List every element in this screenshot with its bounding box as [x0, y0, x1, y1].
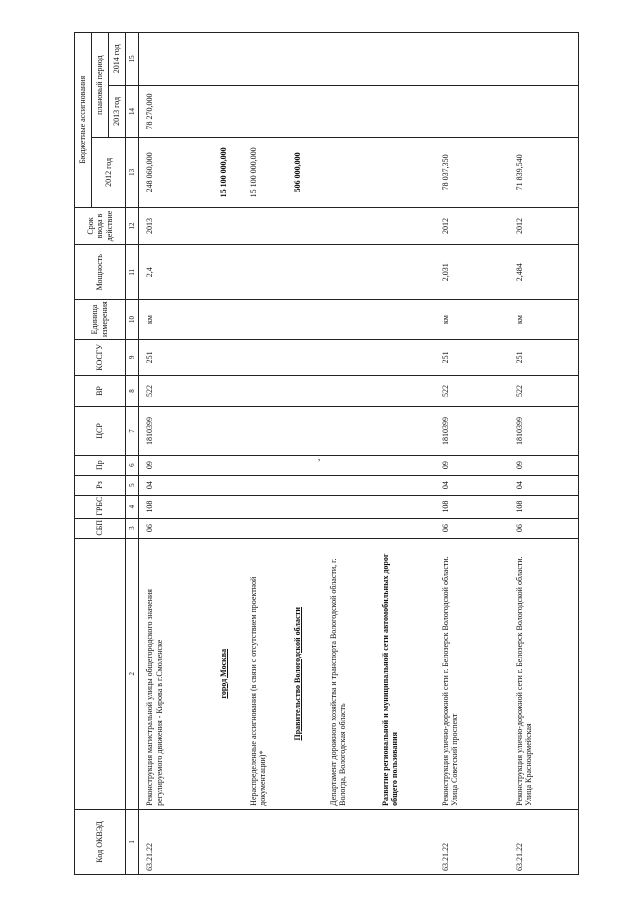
cell-sbp	[323, 518, 375, 538]
cell-csr	[243, 407, 287, 455]
cell-grbs: 108	[509, 495, 579, 518]
cell-pr: 09	[139, 455, 213, 475]
cell-term: 2013	[139, 207, 213, 245]
col-num: 7	[126, 407, 139, 455]
header-2014: 2014 год	[109, 33, 126, 86]
cell-name: Реконструкция улично-дорожной сети г. Белозерск Вологодской области. Улица Красноармейская	[509, 538, 579, 809]
cell-name: Правительство Вологодской области	[287, 538, 323, 809]
cell-unit	[213, 300, 243, 340]
cell-y2013: 78 270,000	[139, 85, 213, 138]
cell-vr	[323, 375, 375, 407]
col-num: 12	[126, 207, 139, 245]
header-2013: 2013 год	[109, 85, 126, 138]
cell-vr: 522	[435, 375, 509, 407]
header-term: Срок ввода в действие	[75, 207, 126, 245]
cell-rz	[323, 475, 375, 495]
cell-csr: 1810399	[435, 407, 509, 455]
cell-name: Реконструкция улично-дорожной сети г. Белозерск Вологодской области. Улица Советский проспект	[435, 538, 509, 809]
table-row	[323, 33, 375, 875]
cell-unit: км	[435, 300, 509, 340]
table-row	[213, 33, 243, 875]
col-num: 10	[126, 300, 139, 340]
header-vr: ВР	[75, 375, 126, 407]
cell-y2014	[509, 33, 579, 86]
cell-name: Реконструкция магистральной улицы общегородского значения регулируемого движения - Кирова в г.Смоленске	[139, 538, 213, 809]
cell-rz	[375, 475, 435, 495]
cell-grbs	[323, 495, 375, 518]
column-numbers-row	[126, 33, 139, 875]
cell-cap	[323, 245, 375, 300]
cell-kod: 63.21.22	[139, 809, 213, 874]
cell-kosgu: 251	[509, 340, 579, 376]
header-csr: ЦСР	[75, 407, 126, 455]
cell-sbp: 06	[139, 518, 213, 538]
cell-kosgu	[243, 340, 287, 376]
document-sheet	[74, 32, 586, 875]
cell-y2013	[435, 85, 509, 138]
cell-y2012: 15 100 000,000	[243, 138, 287, 207]
cell-name: город Москва	[213, 538, 243, 809]
cell-term: 2012	[509, 207, 579, 245]
cell-term	[213, 207, 243, 245]
header-sbp: СБП	[75, 518, 126, 538]
cell-name: Развитие региональной и муниципальной сети автомобильных дорог общего пользования	[375, 538, 435, 809]
cell-y2012: 248 060,000	[139, 138, 213, 207]
cell-y2013	[323, 85, 375, 138]
cell-y2013	[213, 85, 243, 138]
cell-vr	[375, 375, 435, 407]
col-num: 14	[126, 85, 139, 138]
cell-sbp: 06	[435, 518, 509, 538]
cell-csr	[323, 407, 375, 455]
header-name	[75, 538, 126, 809]
cell-y2012: 71 839,540	[509, 138, 579, 207]
cell-grbs	[243, 495, 287, 518]
cell-kosgu: 251	[139, 340, 213, 376]
cell-cap	[213, 245, 243, 300]
cell-vr	[213, 375, 243, 407]
col-num: 9	[126, 340, 139, 376]
col-num: 4	[126, 495, 139, 518]
col-num: 15	[126, 33, 139, 86]
cell-pr	[323, 455, 375, 475]
header-grbs: ГРБС	[75, 495, 126, 518]
cell-term: 2012	[435, 207, 509, 245]
header-kod: Код ОКВЭД	[75, 809, 126, 874]
cell-kod: 63.21.22	[509, 809, 579, 874]
table-row	[509, 33, 579, 875]
table-row	[139, 33, 213, 875]
cell-rz: 04	[435, 475, 509, 495]
col-num: 6	[126, 455, 139, 475]
cell-kosgu: 251	[435, 340, 509, 376]
col-num: 2	[126, 538, 139, 809]
cell-pr: 09	[435, 455, 509, 475]
cell-pr	[375, 455, 435, 475]
cell-vr	[287, 375, 323, 407]
header-unit: Единица измерения	[75, 300, 126, 340]
cell-kod	[243, 809, 287, 874]
cell-csr	[375, 407, 435, 455]
cell-unit: км	[509, 300, 579, 340]
cell-vr	[243, 375, 287, 407]
cell-y2012	[375, 138, 435, 207]
cell-grbs	[375, 495, 435, 518]
cell-y2012: 78 037,350	[435, 138, 509, 207]
cell-csr: 1810399	[509, 407, 579, 455]
cell-kosgu	[213, 340, 243, 376]
cell-y2014	[287, 33, 323, 86]
header-pr: Пр	[75, 455, 126, 475]
cell-kod	[287, 809, 323, 874]
header-budget: Бюджетные ассигнования	[75, 33, 92, 208]
cell-term	[375, 207, 435, 245]
cell-kod: 63.21.22	[435, 809, 509, 874]
cell-y2013	[509, 85, 579, 138]
cell-cap	[287, 245, 323, 300]
cell-term	[323, 207, 375, 245]
cell-rz: 04	[509, 475, 579, 495]
cell-y2013	[287, 85, 323, 138]
cell-grbs: 108	[139, 495, 213, 518]
cell-unit: км	[139, 300, 213, 340]
table-row	[375, 33, 435, 875]
cell-sbp	[287, 518, 323, 538]
cell-name: Нераспределенные ассигнования (в связи с отсутствием проектной документации)*	[243, 538, 287, 809]
cell-y2013	[375, 85, 435, 138]
cell-y2014	[243, 33, 287, 86]
cell-kod	[375, 809, 435, 874]
cell-unit	[287, 300, 323, 340]
cell-term	[287, 207, 323, 245]
cell-unit	[323, 300, 375, 340]
cell-grbs: 108	[435, 495, 509, 518]
cell-y2014	[435, 33, 509, 86]
cell-cap	[375, 245, 435, 300]
cell-grbs	[287, 495, 323, 518]
cell-pr: 09	[509, 455, 579, 475]
cell-grbs	[213, 495, 243, 518]
cell-kod	[323, 809, 375, 874]
cell-y2014	[139, 33, 213, 86]
cell-csr	[287, 407, 323, 455]
col-num: 8	[126, 375, 139, 407]
header-rz: Рз	[75, 475, 126, 495]
cell-csr	[213, 407, 243, 455]
cell-cap: 2,484	[509, 245, 579, 300]
cell-y2012: 15 100 000,000	[213, 138, 243, 207]
cell-sbp: 06	[509, 518, 579, 538]
cell-vr: 522	[509, 375, 579, 407]
cell-sbp	[375, 518, 435, 538]
cell-kosgu	[323, 340, 375, 376]
cell-cap: 2,4	[139, 245, 213, 300]
col-num: 13	[126, 138, 139, 207]
cell-y2012	[323, 138, 375, 207]
cell-cap	[243, 245, 287, 300]
cell-term	[243, 207, 287, 245]
cell-pr	[213, 455, 243, 475]
col-num: 1	[126, 809, 139, 874]
cell-sbp	[243, 518, 287, 538]
cell-kosgu	[375, 340, 435, 376]
cell-y2014	[213, 33, 243, 86]
table-row	[243, 33, 287, 875]
cell-pr	[243, 455, 287, 475]
cell-kosgu	[287, 340, 323, 376]
header-2012: 2012 год	[92, 138, 126, 207]
cell-kod	[213, 809, 243, 874]
cell-rz: 04	[139, 475, 213, 495]
col-num: 5	[126, 475, 139, 495]
header-kosgu: КОСГУ	[75, 340, 126, 376]
header-capacity: Мощность	[75, 245, 126, 300]
cell-y2014	[323, 33, 375, 86]
cell-rz	[287, 475, 323, 495]
col-num: 3	[126, 518, 139, 538]
cell-unit	[375, 300, 435, 340]
cell-csr: 1810399	[139, 407, 213, 455]
cell-y2012: 506 000,000	[287, 138, 323, 207]
cell-y2013	[243, 85, 287, 138]
cell-unit	[243, 300, 287, 340]
col-num: 11	[126, 245, 139, 300]
cell-y2014	[375, 33, 435, 86]
stray-mark: ,	[318, 452, 321, 462]
cell-cap: 2,031	[435, 245, 509, 300]
cell-rz	[243, 475, 287, 495]
cell-rz	[213, 475, 243, 495]
cell-vr: 522	[139, 375, 213, 407]
table-body	[139, 33, 579, 875]
budget-table	[74, 32, 579, 875]
header-plan: плановый период	[92, 33, 109, 138]
cell-name: Департамент дорожного хозяйства и транспорта Вологодской области, г. Вологда, Вологодская область	[323, 538, 375, 809]
table-row	[435, 33, 509, 875]
cell-sbp	[213, 518, 243, 538]
